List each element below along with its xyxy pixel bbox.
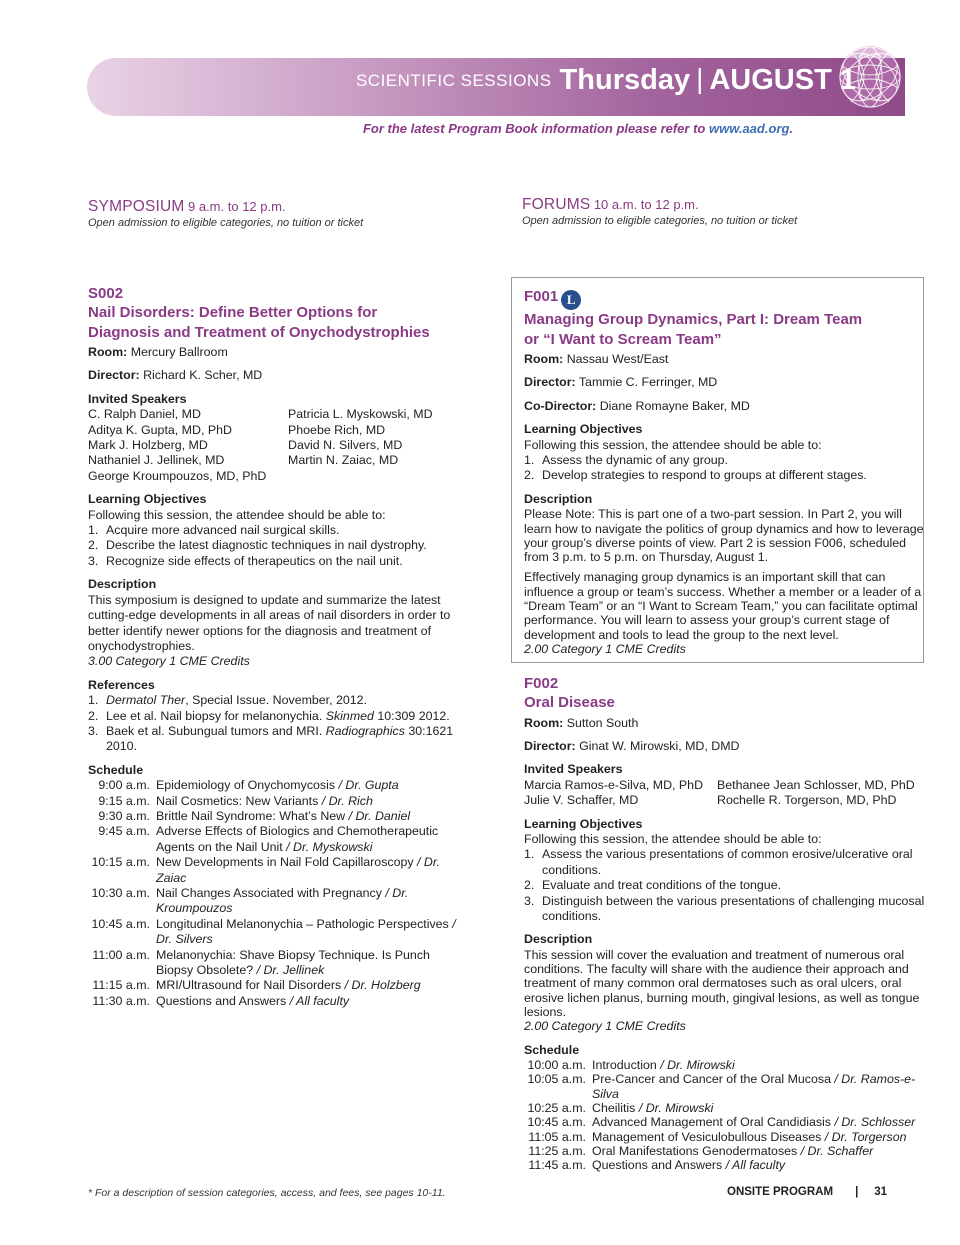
schedule-topic: Nail Cosmetics: New Variants / Dr. Rich <box>156 793 373 808</box>
references-label: References <box>88 677 155 692</box>
session-s002 <box>88 284 468 1009</box>
schedule-time: 10:25 a.m. <box>527 1100 586 1115</box>
cme-credits: 2.00 Category 1 CME Credits <box>524 1019 686 1034</box>
schedule-time: 10:05 a.m. <box>527 1072 586 1087</box>
room-label: Room: <box>88 345 128 359</box>
description <box>88 577 468 669</box>
aad-link[interactable]: www.aad.org <box>708 121 790 136</box>
program-label: ONSITE PROGRAM <box>727 1186 834 1198</box>
tagline-prefix: For the latest Program Book information please refer to <box>362 121 706 136</box>
banner-section-label: SCIENTIFIC SESSIONS <box>355 71 552 90</box>
schedule-time: 9:00 a.m. <box>98 778 150 793</box>
session-code: F001 L <box>524 287 924 310</box>
schedule-time: 10:00 a.m. <box>527 1058 586 1073</box>
room-value: Mercury Ballroom <box>130 345 228 359</box>
invited-speakers <box>88 392 468 484</box>
schedule-topic: Advanced Management of Oral Candidiasis / Dr. Schlosser <box>592 1115 916 1130</box>
schedule-time: 11:45 a.m. <box>528 1158 586 1173</box>
session-code: F002 <box>524 675 559 692</box>
speaker: Bethanee Jean Schlosser, MD, PhD <box>717 777 915 792</box>
schedule-topic: Questions and Answers / All faculty <box>592 1158 786 1173</box>
schedule-time: 9:30 a.m. <box>98 808 150 823</box>
schedule-row <box>524 1130 929 1144</box>
schedule-speaker: / Dr. Holzberg <box>341 978 421 993</box>
cme-credits: 2.00 Category 1 CME Credits <box>524 641 686 656</box>
speaker: Martin N. Zaiac, MD <box>288 453 399 468</box>
schedule-topic: Cheilitis / Dr. Mirowski <box>592 1100 714 1115</box>
schedule-speaker: / All faculty <box>722 1158 786 1173</box>
cme-credits: 3.00 Category 1 CME Credits <box>88 654 250 669</box>
list-item: 1. Assess the various presentations of common erosive/ulcerative oral conditions. <box>524 847 913 877</box>
schedule-time: 10:45 a.m. <box>527 1115 586 1130</box>
schedule-row <box>88 994 468 1009</box>
speaker: C. Ralph Daniel, MD <box>88 407 201 422</box>
schedule-row <box>524 1058 929 1072</box>
learning-objectives <box>88 492 468 569</box>
schedule-row <box>524 1115 929 1129</box>
schedule-time: 11:30 a.m. <box>92 993 150 1008</box>
schedule: Schedule 10:00 a.m. Introduction / Dr. Mirowski 10:05 a.m. Pre-Cancer and Cancer of the Oral Mucosa / Dr. Ramos-e-Silva 10:25 a.m. Cheilitis / Dr. Mirowski 10:45 a.m. Advanced Management of Oral Candidiasis / Dr. Schlosser 11:05 a.m. Management of Vesiculobullous Diseases / Dr. Torgerson 11:25 a.m. Oral Manifestations Genodermatoses / Dr. Schaffer 11:45 a.m. Questions and Answers / All faculty <box>524 1043 929 1173</box>
session-title-line2: or “I Want to Scream Team” <box>524 330 722 348</box>
description-text: Please Note: This is part one of a two-part session. In Part 2, you will learn how to navigate the politics of group dynamics and how to leverage your group’s diverse points of view. Part 2 is session F006, scheduled from 3 p.m. to 5 p.m. on Thursday, August 1. <box>524 507 924 565</box>
schedule-topic: Adverse Effects of Biologics and Chemotherapeutic Agents on the Nail Unit / Dr. Myskowski <box>156 824 439 854</box>
schedule-row <box>88 809 468 824</box>
symposium-title: SYMPOSIUM <box>88 198 185 215</box>
session-code: S002 <box>88 285 124 302</box>
schedule-topic: Epidemiology of Onychomycosis / Dr. Gupta <box>156 778 399 793</box>
schedule-row <box>88 917 468 948</box>
schedule-speaker: / Dr. Rich <box>318 793 373 808</box>
list-item: 2. Develop strategies to respond to groups at different stages. <box>524 468 867 483</box>
schedule-time: 11:05 a.m. <box>528 1129 586 1144</box>
list-item: 1. Dermatol Ther, Special Issue. November, 2012. <box>88 693 368 708</box>
invited-speakers: Invited Speakers Marcia Ramos-e-Silva, MD, PhD Bethanee Jean Schlosser, MD, PhD Julie V. Schaffer, MD Rochelle R. Torgerson, MD, PhD <box>524 762 929 808</box>
director-value: Richard K. Scher, MD <box>143 368 263 383</box>
schedule-row <box>88 948 468 979</box>
schedule-speaker: / All faculty <box>286 993 350 1008</box>
director-line: Director: Tammie C. Ferringer, MD <box>524 375 718 390</box>
schedule-speaker: / Dr. Daniel <box>345 808 411 823</box>
symposium-header <box>88 199 363 232</box>
description: Description Please Note: This is part one of a two-part session. In Part 2, you will learn how to navigate the politics of group dynamics and how to leverage your group’s diverse points of view. Part 2 is session F006, scheduled from 3 p.m. to 5 p.m. on Thursday, August 1. Effectively managing group dynamics is an important skill that can influence a group or team’s success. Whether a member or a leader of a “Dream Team” or an “I Want to Scream Team,” you can facilitate optimal performance. You will learn to assess your group’s current stage of development and tools to lead the group to the next level. 2.00 Category 1 CME Credits <box>524 491 924 656</box>
speaker: Mark J. Holzberg, MD <box>88 438 208 453</box>
schedule-speaker: / Dr. Torgerson <box>821 1129 907 1144</box>
tagline <box>0 121 960 136</box>
schedule-speaker: / Dr. Schlosser <box>831 1115 916 1130</box>
learning-objectives: Learning Objectives Following this session, the attendee should be able to: 1. Assess the dynamic of any group. 2. Develop strategies to respond to groups at different stages. <box>524 422 924 484</box>
schedule-speaker: / Dr. Jellinek <box>253 963 325 978</box>
session-f001 <box>524 287 924 657</box>
speakers-label: Invited Speakers <box>88 391 187 406</box>
room-line: Room: Sutton South <box>524 715 639 730</box>
schedule-topic: Pre-Cancer and Cancer of the Oral Mucosa / Dr. Ramos-e-Silva <box>592 1072 916 1101</box>
schedule-speaker: / Dr. Gupta <box>335 778 399 793</box>
schedule-time: 11:15 a.m. <box>92 978 150 993</box>
schedule-topic: Longitudinal Melanonychia – Pathologic Perspectives / Dr. Silvers <box>156 916 456 947</box>
speaker: Phoebe Rich, MD <box>288 422 386 437</box>
director-line <box>88 368 468 383</box>
speaker: Nathaniel J. Jellinek, MD <box>88 453 225 468</box>
schedule-topic: Nail Changes Associated with Pregnancy / Dr. Kroumpouzos <box>156 886 409 916</box>
schedule-topic: MRI/Ultrasound for Nail Disorders / Dr. Holzberg <box>156 978 421 993</box>
schedule-speaker: / Dr. Mirowski <box>656 1058 735 1073</box>
description-text: This session will cover the evaluation and treatment of numerous oral conditions. The faculty will share with the audience their approach and treatment of many common oral dermatoses such as oral ulcers, oral erosive lichen planus, burning mouth, gingival lesions, as well as tongue lesions. <box>524 947 920 1019</box>
footer-separator: | <box>855 1186 859 1198</box>
list-item: 2. Describe the latest diagnostic techniques in nail dystrophy. <box>88 538 427 553</box>
schedule-row <box>88 978 468 993</box>
schedule-topic: Oral Manifestations Genodermatoses / Dr. Schaffer <box>592 1143 874 1158</box>
speaker: David N. Silvers, MD <box>288 438 403 453</box>
schedule-row <box>88 794 468 809</box>
description-text: Effectively managing group dynamics is an important skill that can influence a group or team’s success. Whether a member or a leader of a “Dream Team” or an “I Want to Scream Team,” you can facilitate optimal performance. You will learn to assess your group’s current stage of development and tools to lead the group to the next level. <box>524 570 922 642</box>
schedule-speaker: / Dr. Myskowski <box>282 839 373 854</box>
schedule-speaker: / Dr. Schaffer <box>797 1143 874 1158</box>
description-text: This symposium is designed to update and summarize the latest cutting-edge developments in all areas of nail disorders in order to better identify newer options for the diagnosis and treatment of onychodystrophies. <box>88 592 451 653</box>
director-label: Director: <box>88 368 140 383</box>
symposium-time: 9 a.m. to 12 p.m. <box>188 199 286 214</box>
session-title-line1: Managing Group Dynamics, Part I: Dream Team <box>524 311 863 328</box>
list-item: 2. Lee et al. Nail biopsy for melanonychia. Skinmed 10:309 2012. <box>88 708 450 723</box>
schedule-row <box>88 886 468 917</box>
symposium-subtitle: Open admission to eligible categories, no tuition or ticket <box>88 217 364 230</box>
schedule-label: Schedule <box>88 762 144 777</box>
schedule-time: 9:15 a.m. <box>98 793 150 808</box>
schedule-speaker: / Dr. Zaiac <box>156 855 440 885</box>
speaker: George Kroumpouzos, MD, PhD <box>88 468 267 483</box>
page-footer <box>727 1185 887 1200</box>
schedule-time: 10:30 a.m. <box>91 886 150 900</box>
speaker: Patricia L. Myskowski, MD <box>288 407 433 422</box>
schedule-row <box>88 855 468 886</box>
schedule-time: 10:15 a.m. <box>91 855 150 870</box>
forums-time: 10 a.m. to 12 p.m. <box>593 197 699 212</box>
schedule-time: 11:00 a.m. <box>92 947 150 962</box>
schedule-row <box>524 1144 929 1158</box>
speaker: Marcia Ramos-e-Silva, MD, PhD <box>524 777 704 792</box>
page-number: 31 <box>874 1186 888 1198</box>
director-line: Director: Ginat W. Mirowski, MD, DMD <box>524 738 740 753</box>
schedule-row <box>88 778 468 793</box>
schedule-topic: Management of Vesiculobullous Diseases / Dr. Torgerson <box>592 1129 907 1144</box>
session-title-line1: Nail Disorders: Define Better Options for <box>88 304 378 321</box>
leadership-badge-icon: L <box>561 290 581 310</box>
forums-header <box>522 197 797 230</box>
forums-subtitle: Open admission to eligible categories, no tuition or ticket <box>522 215 798 228</box>
schedule-speaker: / Dr. Kroumpouzos <box>156 886 409 916</box>
list-item: 3. Baek et al. Subungual tumors and MRI. Radiographics 30:1621 2010. <box>88 723 454 754</box>
schedule-topic: Brittle Nail Syndrome: What’s New / Dr. Daniel <box>156 808 411 823</box>
schedule-topic: New Developments in Nail Fold Capillaroscopy / Dr. Zaiac <box>156 855 440 885</box>
schedule-speaker: / Dr. Silvers <box>156 916 456 947</box>
speaker: Rochelle R. Torgerson, MD, PhD <box>717 793 897 808</box>
session-title: Oral Disease <box>524 694 615 711</box>
banner-title <box>355 63 856 96</box>
schedule-topic: Melanonychia: Shave Biopsy Technique. Is Punch Biopsy Obsolete? / Dr. Jellinek <box>156 947 430 978</box>
footnote: * For a description of session categories, access, and fees, see pages 10-11. <box>88 1187 446 1199</box>
room-line: Room: Nassau West/East <box>524 352 669 366</box>
room-line <box>88 345 468 360</box>
speaker: Julie V. Schaffer, MD <box>524 793 639 808</box>
speaker <box>288 469 468 484</box>
schedule-topic: Questions and Answers / All faculty <box>156 993 350 1008</box>
codirector-line: Co-Director: Diane Romayne Baker, MD <box>524 398 750 413</box>
objectives-intro: Following this session, the attendee should be able to: <box>88 507 386 522</box>
learning-objectives: Learning Objectives Following this session, the attendee should be able to: 1. Assess the various presentations of common erosive/ulcerative oral conditions. 2. Evaluate and treat conditions of the tongue. 3. Distinguish between the various presentations of challenging mucosal conditions. <box>524 817 929 925</box>
schedule-topic: Introduction / Dr. Mirowski <box>592 1058 735 1073</box>
list-item: 3. Distinguish between the various presentations of challenging mucosal conditions. <box>524 893 925 923</box>
list-item: 2. Evaluate and treat conditions of the tongue. <box>524 878 782 893</box>
description: Description This session will cover the evaluation and treatment of numerous oral conditions. The faculty will share with the audience their approach and treatment of many common oral dermatoses such as oral ulcers, oral erosive lichen planus, burning mouth, gingival lesions, as well as tongue lesions. 2.00 Category 1 CME Credits <box>524 932 929 1034</box>
schedule-time: 10:45 a.m. <box>91 916 150 931</box>
description-label: Description <box>88 577 157 592</box>
schedule-row <box>88 824 468 855</box>
banner-separator: | <box>696 63 704 94</box>
schedule <box>88 763 468 1010</box>
schedule-speaker: / Dr. Mirowski <box>635 1100 714 1115</box>
objectives-label: Learning Objectives <box>88 492 207 507</box>
schedule-row <box>524 1158 929 1172</box>
banner-day: Thursday <box>559 64 691 96</box>
schedule-time: 11:25 a.m. <box>528 1143 586 1158</box>
schedule-speaker: / Dr. Ramos-e-Silva <box>592 1072 916 1101</box>
speaker: Aditya K. Gupta, MD, PhD <box>88 422 232 437</box>
session-title-line2: Diagnosis and Treatment of Onychodystrophies <box>88 323 430 341</box>
schedule-row <box>524 1101 929 1115</box>
schedule-row <box>524 1072 929 1101</box>
list-item: 1. Acquire more advanced nail surgical skills. <box>88 523 340 538</box>
tagline-suffix: . <box>789 121 794 136</box>
list-item: 3. Recognize side effects of therapeutics on the nail unit. <box>88 553 403 568</box>
references <box>88 678 468 755</box>
schedule-time: 9:45 a.m. <box>98 824 150 839</box>
list-item: 1. Assess the dynamic of any group. <box>524 453 728 468</box>
banner-date: AUGUST 1 <box>709 64 856 96</box>
session-f002 <box>524 674 929 1172</box>
forums-title: FORUMS <box>522 196 591 213</box>
